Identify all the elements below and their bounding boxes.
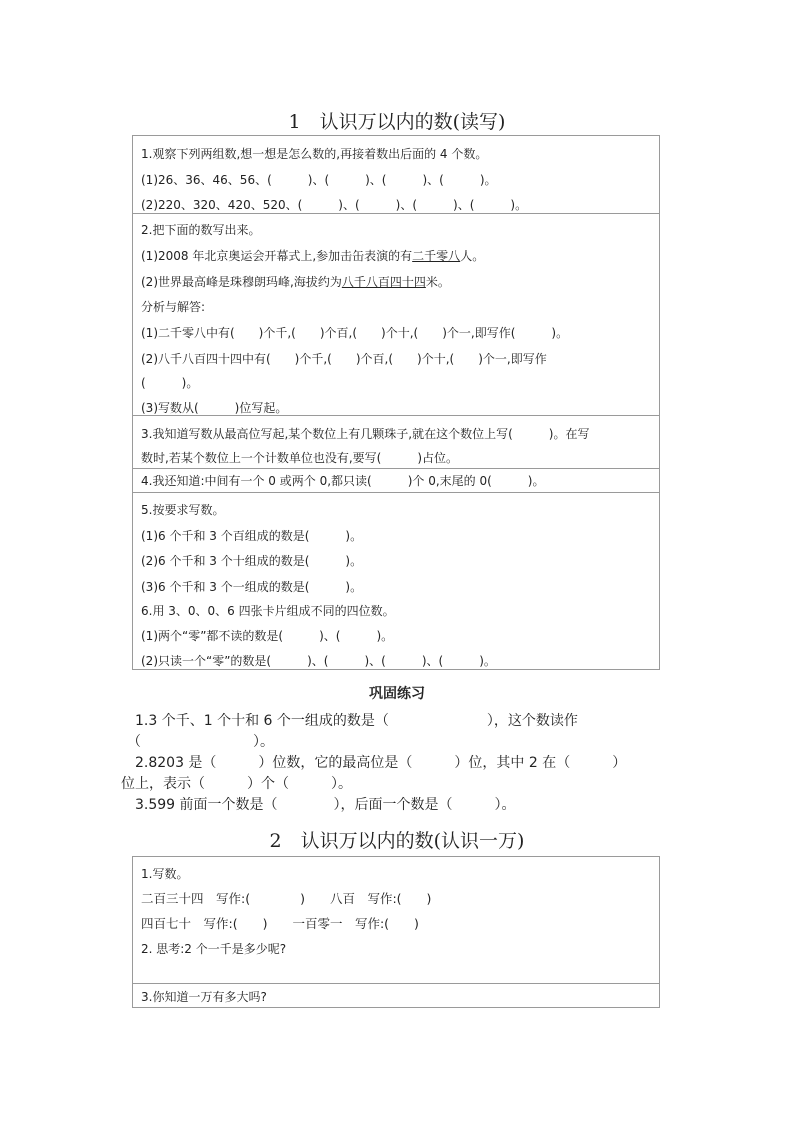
q6-line2: (2)只读一个“零”的数是( )、( )、( )、( )。 (141, 654, 496, 668)
s2-q3: 3.你知道一万有多大吗? (141, 990, 267, 1004)
s2-q2: 2. 思考:2 个一千是多少呢? (141, 942, 287, 956)
q1-block (133, 136, 659, 214)
q4-block (133, 469, 659, 493)
section2-title: 2 认识万以内的数(认识一万) (269, 830, 525, 852)
q3-line2: 数时,若某个数位上一个计数单位也没有,要写( )占位。 (141, 451, 458, 465)
q5-line2: (2)6 个千和 3 个十组成的数是( )。 (141, 554, 363, 568)
section2-box (132, 856, 660, 1008)
q2-sentence1 (141, 249, 484, 263)
s2-block-main (133, 857, 659, 984)
q6-line1: (1)两个“零”都不读的数是( )、( )。 (141, 629, 394, 643)
s2-row1: 二百三十四 写作:( ) 八百 写作:( ) (141, 891, 432, 906)
q2-answer1: (1)二千零八中有( )个千,( )个百,( )个十,( )个一,即写作( )。 (141, 326, 569, 340)
q2-answer3: (3)写数从( )位写起。 (141, 401, 288, 415)
q6-prompt: 6.用 3、0、0、6 四张卡片组成不同的四位数。 (141, 604, 395, 618)
q3-block (133, 416, 659, 469)
practice-1b: （ ）。 (127, 734, 274, 750)
q2-s2-number: 八千八百四十四 (341, 275, 426, 289)
q2-s1-post: 人。 (460, 249, 485, 263)
s2-row2: 四百七十 写作:( ) 一百零一 写作:( ) (141, 916, 419, 931)
q2-analysis-label: 分析与解答: (141, 300, 206, 314)
q5-block (133, 493, 659, 669)
q2-block (133, 214, 659, 416)
q5-line3: (3)6 个千和 3 个一组成的数是( )。 (141, 580, 363, 594)
practice-2a: 2.8203 是（ ）位数，它的最高位是（ ）位，其中 2 在（ ） (135, 755, 627, 771)
section1-title: 1 认识万以内的数(读写) (288, 111, 506, 133)
q5-prompt: 5.按要求写数。 (141, 503, 225, 517)
practice-3: 3.599 前面一个数是（ ），后面一个数是（ ）。 (135, 797, 516, 813)
q2-answer2: (2)八千八百四十四中有( )个千,( )个百,( )个十,( )个一,即写作 (141, 352, 547, 366)
q5-line1: (1)6 个千和 3 个百组成的数是( )。 (141, 529, 363, 543)
q1-prompt: 1.观察下列两组数,想一想是怎么数的,再接着数出后面的 4 个数。 (141, 147, 488, 161)
q4-line1: 4.我还知道:中间有一个 0 或两个 0,都只读( )个 0,末尾的 0( )。 (141, 474, 545, 488)
q2-s2-post: 米。 (425, 275, 450, 289)
section1-box (132, 135, 660, 670)
q2-answer2-cont: ( )。 (141, 376, 199, 390)
q3-line1: 3.我知道写数从最高位写起,某个数位上有几颗珠子,就在这个数位上写( )。在写 (141, 427, 590, 441)
q2-s2-pre: (2)世界最高峰是珠穆朗玛峰,海拔约为 (141, 275, 342, 289)
practice-1a: 1.3 个千、1 个十和 6 个一组成的数是（ ），这个数读作 (135, 713, 578, 729)
q2-s1-pre: (1)2008 年北京奥运会开幕式上,参加击缶表演的有 (141, 249, 413, 263)
q2-s1-number: 二千零八 (412, 249, 461, 263)
practice-heading: 巩固练习 (369, 686, 425, 702)
s2-block-q3 (133, 984, 659, 1008)
q1-line2: (2)220、320、420、520、( )、( )、( )、( )。 (141, 198, 528, 212)
practice-2b: 位上，表示（ ）个（ ）。 (121, 776, 352, 792)
q2-sentence2 (141, 275, 450, 289)
s2-q1-prompt: 1.写数。 (141, 867, 189, 881)
q1-line1: (1)26、36、46、56、( )、( )、( )、( )。 (141, 173, 497, 187)
q2-prompt: 2.把下面的数写出来。 (141, 223, 261, 237)
